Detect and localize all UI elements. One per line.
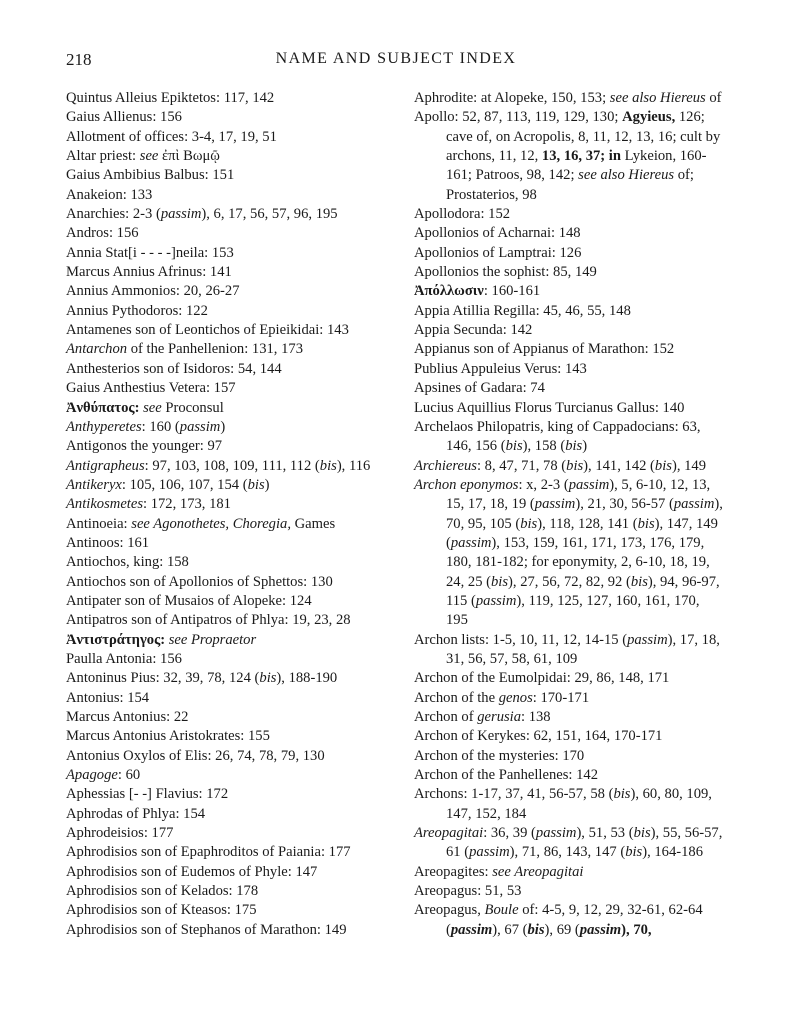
index-entry-text: ) (264, 476, 270, 493)
index-entry-text: Archon of the Eumolpidai: 29, 86, 148, 171 (414, 670, 670, 687)
index-entry-text: genos (498, 689, 533, 706)
page-number: 218 (66, 50, 92, 69)
index-entry-text: Antikosmetes (66, 496, 144, 513)
index-entry-text: Quintus Alleius Epiktetos: 117, 142 (66, 90, 275, 106)
index-entry-text: ), 70, (621, 921, 652, 938)
index-entry-text: Areopagus: 51, 53 (414, 883, 522, 900)
index-entry-text: ), 17, 18, 31, 56, 57, 58, 61, 109 (446, 631, 724, 667)
index-entry-text: Antamenes son of Leontichos of Epieikidai: 143 (66, 322, 349, 339)
index-entry-text: gerusia (477, 709, 522, 725)
index-entry (414, 882, 724, 901)
index-entry (66, 650, 386, 669)
index-entry (66, 901, 386, 920)
index-entry-text: Gaius Anthestius Vetera: 157 (66, 380, 236, 397)
index-entry-text: passim (475, 592, 517, 609)
index-entry (66, 263, 386, 282)
index-entry (414, 418, 724, 457)
index-entry-text: passim (673, 496, 715, 513)
index-entry-text: Archons: 1-17, 37, 41, 56-57, 58 ( (414, 786, 614, 803)
index-entry-text: ), 21, 30, 56-57 ( (575, 496, 674, 513)
index-entry (66, 824, 386, 843)
index-entry-text: Boule (484, 902, 519, 919)
index-entry-text: bis (637, 515, 655, 532)
index-entry-text: Apollo: 52, 87, 113, 119, 129, 130; (414, 109, 623, 126)
index-entry (66, 631, 386, 650)
index-entry-text: ), 147, 149 ( (446, 515, 722, 551)
index-entry-text: ), 119, 125, 127, 160, 161, 170, 195 (446, 592, 704, 629)
index-entry-text: ), 118, 128, 141 ( (537, 515, 638, 532)
index-entry-text: : 60 (117, 767, 141, 784)
index-entry-text: Apagoge (66, 767, 118, 784)
index-entry-text: Games (290, 515, 336, 532)
index-entry-text: bis (565, 438, 583, 455)
index-entry-text: Anarchies: 2-3 ( (66, 206, 161, 223)
index-entry-text: of the Panhellenion: 131, 173 (127, 341, 303, 358)
index-entry (66, 669, 386, 688)
index-entry (414, 224, 724, 243)
index-entry-text: Ἀπόλλωσιν (414, 283, 484, 300)
index-entry (66, 321, 386, 340)
index-entry-text: bis (654, 457, 672, 474)
index-entry-text: ), 55, 56-57, 61 ( (446, 825, 727, 861)
index-entry-text: 126; cave of, on Acropolis, 8, 11, 12, 13, 16; cult by archons, 11, 12, (446, 109, 724, 165)
index-entry-text: see Agonothetes, Choregia, (131, 515, 291, 532)
index-entry-text: Ἀντιστράτηγος: (66, 631, 169, 648)
index-entry-text: Archon of (414, 709, 478, 725)
index-entry-text: ), 71, 86, 143, 147 ( (509, 844, 626, 861)
index-entry-text: ), 60, 80, 109, 147, 152, 184 (446, 786, 716, 822)
index-entry-text: : 170-171 (532, 689, 590, 706)
index-entry-text: bis (505, 438, 523, 455)
index-entry-text: passim (450, 921, 493, 938)
index-entry (414, 824, 727, 863)
index-entry-text: Ἀνθύπατος: (66, 399, 144, 416)
index-entry (66, 302, 386, 321)
index-entry (414, 785, 724, 824)
index-entry-text: Archon of Kerykes: 62, 151, 164, 170-171 (414, 728, 663, 745)
index-entry-text: bis (527, 921, 545, 938)
index-entry (66, 921, 386, 940)
index-entry (66, 186, 386, 205)
index-entry (414, 669, 724, 688)
index-entry-text: bis (630, 573, 648, 590)
index-entry (414, 476, 727, 631)
index-entry-text: see also Hiereus (578, 167, 675, 184)
index-entry-text: Antigrapheus (66, 457, 145, 474)
index-entry (414, 766, 724, 785)
index-entry-text: : 160-161 (483, 283, 541, 300)
index-entry-text: of (705, 90, 722, 106)
index-entry (66, 495, 386, 514)
index-entry (414, 631, 724, 670)
index-entry (414, 108, 724, 205)
index-entry-text: see also Hiereus (609, 90, 706, 106)
index-entry-text: Annius Ammonios: 20, 26-27 (66, 283, 240, 300)
index-entry (414, 379, 724, 398)
index-entry-text: : x, 2-3 ( (518, 476, 569, 493)
index-entry-text: Apollonios of Lamptrai: 126 (414, 244, 582, 261)
index-entry-text: Apollonios the sophist: 85, 149 (414, 264, 597, 281)
index-entry-text: ), 141, 142 ( (583, 457, 655, 474)
index-entry-text: Annius Pythodoros: 122 (66, 302, 208, 319)
index-entry (66, 863, 386, 882)
index-entry-text: see Propraetor (168, 631, 257, 648)
index-entry (414, 901, 724, 940)
index-entry-text: Aphrodisios son of Epaphroditos of Paiania: 177 (66, 844, 351, 861)
index-entry-text: ), 164-186 (642, 844, 704, 861)
index-entry-text: see (143, 399, 162, 416)
index-entry (66, 224, 386, 243)
index-entry-text: Anthyperetes (66, 418, 142, 435)
index-entry-text: Apollodora: 152 (414, 206, 511, 223)
index-entry-text: : 8, 47, 71, 78 ( (476, 457, 567, 474)
index-entry-text: ), 27, 56, 72, 82, 92 ( (508, 573, 631, 590)
index-entry-text: passim (179, 418, 221, 435)
index-entry (66, 689, 386, 708)
index-entry (414, 708, 724, 727)
index-entry-text: : 105, 106, 107, 154 ( (121, 476, 248, 493)
index-entry (66, 360, 386, 379)
index-entry-text: passim (627, 631, 668, 648)
index-entry (66, 205, 386, 224)
index-entry-text: of: 4-5, 9, 12, 29, 32-61, 62- (518, 902, 689, 919)
index-entry-text: bis (633, 825, 651, 842)
index-entry-text: passim (535, 825, 577, 842)
index-entry-text: Areopagus, (414, 902, 485, 919)
index-entry (66, 108, 386, 127)
index-entry (66, 437, 386, 456)
index-entry (66, 418, 386, 437)
index-entry-text: Proconsul (161, 399, 224, 416)
index-entry-text: Paulla Antonia: 156 (66, 650, 182, 667)
index-entry-text: ἐπὶ Βωμῷ (158, 148, 220, 165)
index-entry-text: bis (259, 670, 277, 687)
index-entry-text: Antipatros son of Antipatros of Phlya: 19, 23, 28 (66, 612, 351, 629)
index-entry-text: Aphrodas of Phlya: 154 (66, 805, 206, 822)
index-entry-text: ), 69 ( (544, 921, 580, 938)
index-entry-text: bis (566, 457, 584, 474)
index-entry-text: bis (319, 457, 337, 474)
index-entry (66, 766, 386, 785)
index-entry-text: Aphrodisios son of Kteasos: 175 (66, 902, 257, 919)
index-entry-text: Anakeion: 133 (66, 186, 153, 203)
index-entry-text: Antonius: 154 (66, 689, 150, 706)
index-entry-text: Aphrodite: at Alopeke, 150, 153; (414, 90, 610, 106)
index-entry (66, 534, 386, 553)
index-entry-text: Antipater son of Musaios of Alopeke: 124 (66, 592, 312, 609)
index-entry-text: Marcus Antonius: 22 (66, 709, 189, 725)
index-entry-text: : 138 (521, 709, 551, 725)
index-entry-text: bis (491, 573, 509, 590)
index-entry (66, 282, 386, 301)
index-entry (414, 89, 724, 108)
index-entry (414, 457, 724, 476)
index-entry-text: : 172, 173, 181 (143, 496, 231, 513)
index-entry-text: ), 6, 17, 56, 57, 96, 195 (201, 206, 338, 223)
index-entry-text: Gaius Ambibius Balbus: 151 (66, 167, 235, 184)
index-entry-text: Aphessias [- -] Flavius: 172 (66, 786, 229, 803)
index-entry-text: ), 70, 95, 105 ( (446, 496, 727, 532)
index-entry-text: Antikeryx (66, 476, 122, 493)
index-entry (414, 399, 724, 418)
index-entry-text: Aphrodisios son of Stephanos of Marathon: 149 (66, 921, 347, 938)
index-entry (66, 515, 386, 534)
index-entry-text: Apollonios of Acharnai: 148 (414, 225, 581, 242)
index-entry-text: ), 116 (336, 457, 371, 474)
index-entry (414, 689, 724, 708)
index-entry-text: Archelaos Philopatris, king of Cappadocians: 63, 146, 156 ( (414, 418, 705, 455)
index-entry-text: ) (582, 438, 588, 455)
index-entry (414, 321, 724, 340)
index-entry-text: Andros: 156 (66, 225, 139, 242)
index-column-right (414, 89, 727, 940)
index-entry-text: of; Prostaterios, 98 (446, 167, 698, 203)
index-entry-text: Apsines of Gadara: 74 (414, 380, 545, 397)
index-entry (414, 727, 724, 746)
index-entry (66, 592, 386, 611)
index-entry (66, 882, 386, 901)
index-entry-text: bis (613, 786, 631, 803)
index-entry (414, 360, 724, 379)
index-entry (66, 166, 386, 185)
index-entry-text: Archon eponymos (414, 476, 519, 493)
index-entry-text: bis (247, 476, 265, 493)
index-entry-text: Antarchon (66, 341, 128, 358)
index-entry (66, 379, 386, 398)
index-entry-text: Archon of the Panhellenes: 142 (414, 767, 598, 784)
index-entry (66, 785, 386, 804)
index-entry-text: 13, 16, 37; in (541, 148, 621, 165)
index-entry-text: Publius Appuleius Verus: 143 (414, 360, 587, 377)
index-entry-text: Aphrodisios son of Eudemos of Phyle: 147 (66, 863, 318, 880)
index-entry-text: Lykeion, 160-161; Patroos, 98, 142; (446, 148, 707, 184)
index-entry-text: ), 67 ( (492, 921, 528, 938)
index-entry-text: bis (520, 515, 538, 532)
index-entry-text: Antonius Oxylos of Elis: 26, 74, 78, 79, 130 (66, 747, 325, 764)
index-entry-text: passim (579, 921, 622, 938)
index-entry (414, 205, 724, 224)
index-entry-text: Lucius Aquillius Florus Turcianus Gallus: 140 (414, 399, 685, 416)
index-entry-text: ), 158 ( (522, 438, 566, 455)
index-entry (414, 747, 724, 766)
index-entry-text: Antinoeia: (66, 515, 132, 532)
index-entry (66, 399, 386, 418)
index-entry-text: passim (534, 496, 576, 513)
index-entry-text: Antoninus Pius: 32, 39, 78, 124 ( (66, 670, 260, 687)
index-entry (66, 340, 386, 359)
index-entry-text: ), 94, 96-97, 115 ( (446, 573, 724, 609)
index-entry-text: Areopagites: (414, 863, 493, 880)
running-title: NAME AND SUBJECT INDEX (275, 50, 517, 67)
index-entry-text: passim (450, 534, 492, 551)
index-entry-text: see (139, 148, 159, 165)
index-entry (66, 708, 386, 727)
index-entry (414, 340, 724, 359)
index-entry-text: Annia Stat[i - - - -]neila: 153 (66, 244, 234, 261)
index-entry-text: Anthesterios son of Isidoros: 54, 144 (66, 360, 282, 377)
index-entry (66, 843, 386, 862)
index-entry-text: Antiochos son of Apollonios of Sphettos: 130 (66, 573, 333, 590)
index-entry-text: Archiereus (414, 457, 477, 474)
page-header (66, 50, 726, 76)
index-entry-text: Archon lists: 1-5, 10, 11, 12, 14-15 ( (414, 631, 628, 648)
index-entry-text: 64 ( (446, 902, 707, 938)
index-column-left (66, 89, 386, 940)
index-entry (66, 476, 386, 495)
index-entry-text: ), 149 (671, 457, 707, 474)
index-entry (66, 244, 386, 263)
index-entry-text: Marcus Antonius Aristokrates: 155 (66, 728, 270, 745)
index-entry-text: Agyieus, (622, 109, 676, 126)
index-entry (414, 863, 724, 882)
index-entry (66, 747, 386, 766)
index-entry-text: Antiochos, king: 158 (66, 554, 189, 571)
index-entry (66, 89, 386, 108)
index-entry (66, 611, 386, 630)
index-entry-text: Areopagitai (414, 825, 484, 842)
index-entry (66, 805, 386, 824)
index-entry-text: passim (160, 206, 202, 223)
index-entry (414, 263, 724, 282)
index-entry-text: Appianus son of Appianus of Marathon: 152 (414, 341, 675, 358)
index-entry-text: Appia Atillia Regilla: 45, 46, 55, 148 (414, 302, 631, 319)
index-entry (414, 244, 724, 263)
index-entry-text: Gaius Allienus: 156 (66, 109, 182, 126)
index-entry-text: Aphrodisios son of Kelados: 178 (66, 883, 259, 900)
index-entry (414, 282, 724, 301)
index-entry-text: ), 51, 53 ( (576, 825, 634, 842)
index-entry-text: : 36, 39 ( (483, 825, 536, 842)
index-entry (66, 553, 386, 572)
index-entry-text: ), 153, 159, 161, 171, 173, 176, 179, 180, 181-182; for eponymity, 2, 6-10, 18, 19, 24, 25 ( (446, 534, 714, 590)
index-entry-text: Allotment of offices: 3-4, 17, 19, 51 (66, 128, 277, 145)
index-entry-text: ), 5, 6-10, 12, 13, 15, 17, 18, 19 ( (446, 476, 714, 513)
index-entry-text: Appia Secunda: 142 (414, 322, 533, 339)
index-entry-text: passim (568, 476, 610, 493)
index-entry (66, 573, 386, 592)
index-entry-text: Marcus Annius Afrinus: 141 (66, 264, 232, 281)
index-entry-text: ), 188-190 (276, 670, 338, 687)
index-entry (66, 147, 386, 166)
index-entry-text: Aphrodeisios: 177 (66, 825, 174, 842)
index-entry-text: passim (469, 844, 510, 861)
index-entry-text: see Areopagitai (492, 863, 584, 880)
index-entry-text: Archon of the mysteries: 170 (414, 747, 585, 764)
index-entry (66, 128, 386, 147)
index-entry-text: Altar priest: (66, 148, 140, 165)
index-entry-text: Archon of the (414, 689, 499, 706)
index-entry-text: : 97, 103, 108, 109, 111, 112 ( (144, 457, 320, 474)
index-entry (414, 302, 724, 321)
index-entry (66, 727, 386, 746)
index-entry-text: : 160 ( (141, 418, 180, 435)
index-entry-text: Antinoos: 161 (66, 534, 150, 551)
index-entry (66, 457, 386, 476)
index-entry-text: bis (625, 844, 643, 861)
index-entry-text: ) (220, 418, 226, 435)
index-entry-text: Antigonos the younger: 97 (66, 438, 223, 455)
